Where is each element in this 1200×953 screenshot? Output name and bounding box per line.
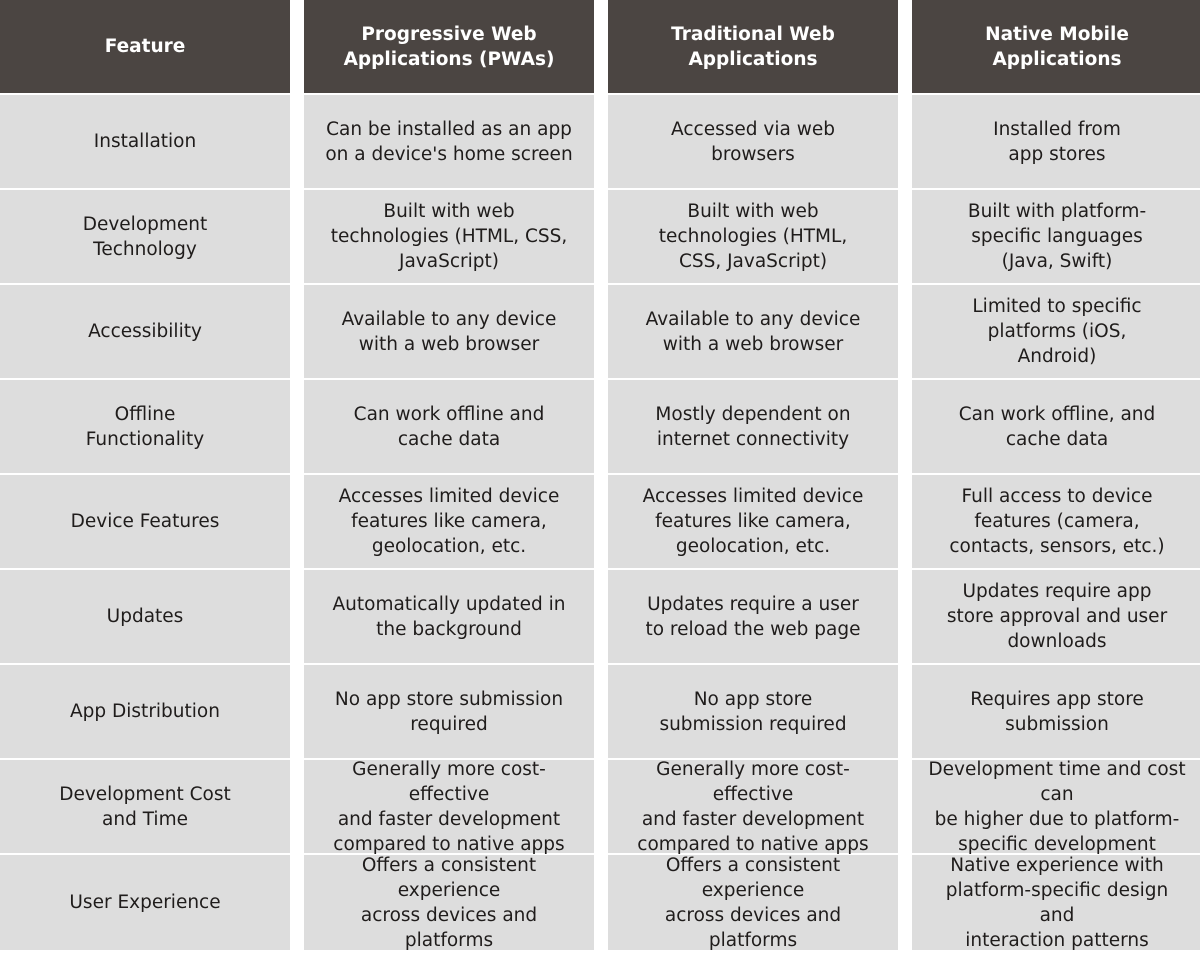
row-device-features-feature: Device Features [0,475,290,570]
row-ux-native: Native experience with platform-specific design and interaction patterns [912,855,1200,950]
row-updates-native: Updates require app store approval and user downloads [912,570,1200,665]
row-device-features-native: Full access to device features (camera, contacts, sensors, etc.) [912,475,1200,570]
row-device-features-pwa: Accesses limited device features like camera, geolocation, etc. [304,475,594,570]
row-device-features-traditional: Accesses limited device features like camera, geolocation, etc. [608,475,898,570]
row-dev-tech-pwa: Built with web technologies (HTML, CSS, JavaScript) [304,190,594,285]
row-accessibility-pwa: Available to any device with a web browser [304,285,594,380]
row-dev-cost-native: Development time and cost can be higher due to platform- specific development [912,760,1200,855]
row-installation-feature: Installation [0,95,290,190]
row-updates-traditional: Updates require a user to reload the web page [608,570,898,665]
row-offline-pwa: Can work offline and cache data [304,380,594,475]
row-accessibility-native: Limited to specific platforms (iOS, Android) [912,285,1200,380]
row-installation-native: Installed from app stores [912,95,1200,190]
row-dev-tech-feature: Development Technology [0,190,290,285]
row-dev-cost-traditional: Generally more cost-effective and faster development compared to native apps [608,760,898,855]
row-updates-pwa: Automatically updated in the background [304,570,594,665]
row-installation-pwa: Can be installed as an app on a device's home screen [304,95,594,190]
row-distribution-traditional: No app store submission required [608,665,898,760]
row-ux-traditional: Offers a consistent experience across devices and platforms [608,855,898,950]
header-pwa: Progressive Web Applications (PWAs) [304,0,594,95]
row-offline-traditional: Mostly dependent on internet connectivity [608,380,898,475]
row-distribution-native: Requires app store submission [912,665,1200,760]
row-updates-feature: Updates [0,570,290,665]
header-feature: Feature [0,0,290,95]
row-ux-pwa: Offers a consistent experience across devices and platforms [304,855,594,950]
row-installation-traditional: Accessed via web browsers [608,95,898,190]
row-dev-cost-pwa: Generally more cost-effective and faster development compared to native apps [304,760,594,855]
row-accessibility-traditional: Available to any device with a web browser [608,285,898,380]
row-accessibility-feature: Accessibility [0,285,290,380]
header-traditional-web: Traditional Web Applications [608,0,898,95]
row-dev-tech-traditional: Built with web technologies (HTML, CSS, JavaScript) [608,190,898,285]
row-offline-native: Can work offline, and cache data [912,380,1200,475]
header-native-mobile: Native Mobile Applications [912,0,1200,95]
row-distribution-pwa: No app store submission required [304,665,594,760]
row-ux-feature: User Experience [0,855,290,950]
row-dev-cost-feature: Development Cost and Time [0,760,290,855]
row-distribution-feature: App Distribution [0,665,290,760]
row-dev-tech-native: Built with platform- specific languages (Java, Swift) [912,190,1200,285]
row-offline-feature: Offline Functionality [0,380,290,475]
